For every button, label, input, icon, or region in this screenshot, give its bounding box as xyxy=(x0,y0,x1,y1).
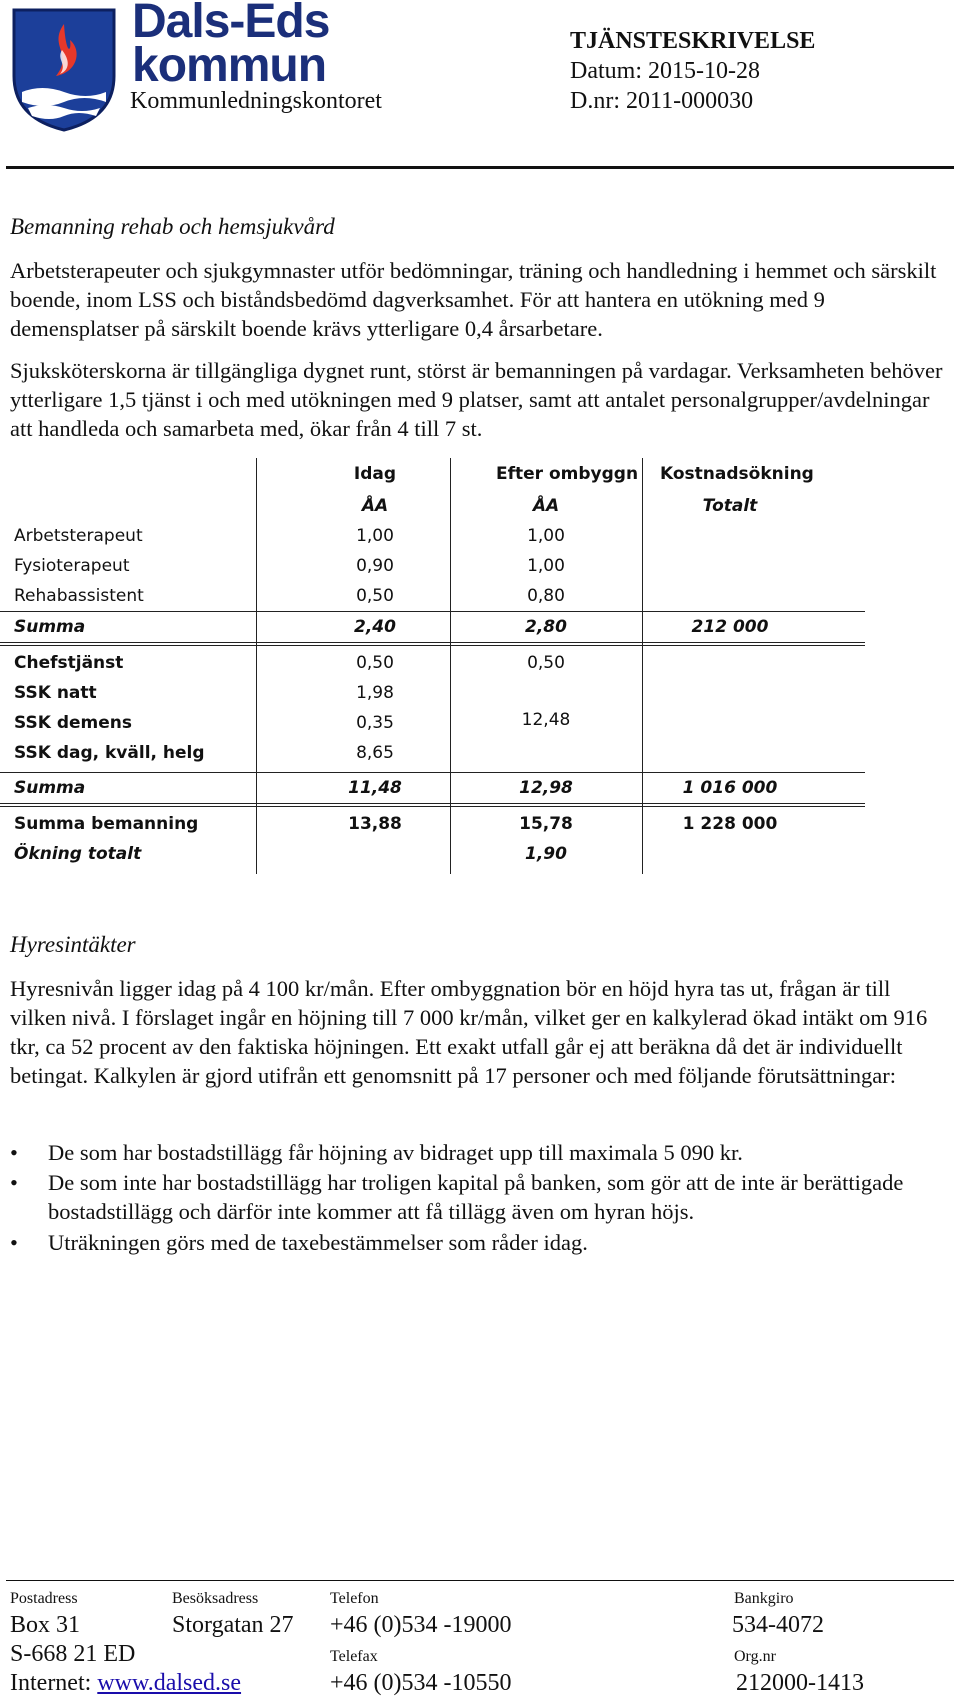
footer-label-bankgiro: Bankgiro xyxy=(734,1590,794,1607)
col-subheader-idag: ÅA xyxy=(361,496,389,516)
row-efter: 1,00 xyxy=(527,556,565,576)
footer-label-telefax: Telefax xyxy=(330,1648,378,1665)
table-vline-2 xyxy=(450,458,451,874)
row-label: Chefstjänst xyxy=(14,653,124,673)
row-efter: 0,50 xyxy=(527,653,565,673)
table-rule xyxy=(0,772,865,773)
row-label: SSK demens xyxy=(14,713,132,733)
sum-row-label: Summa xyxy=(14,778,86,798)
row-idag: 0,35 xyxy=(356,713,394,733)
document-type: TJÄNSTESKRIVELSE xyxy=(570,28,816,54)
row-label: Rehabassistent xyxy=(14,586,144,606)
row-label: SSK natt xyxy=(14,683,97,703)
header-divider xyxy=(6,166,954,169)
bullet-text: Uträkningen görs med de taxebestämmelser som råder idag. xyxy=(48,1230,588,1255)
footer-label-besoksadress: Besöksadress xyxy=(172,1590,259,1607)
footer-besoksadress: Storgatan 27 xyxy=(172,1612,294,1638)
sum-row-kostnad: 1 016 000 xyxy=(682,778,778,798)
row-idag: 8,65 xyxy=(356,743,394,763)
row-efter: 1,00 xyxy=(527,526,565,546)
table-vline-1 xyxy=(256,458,257,874)
footer-internet xyxy=(10,1670,241,1697)
paragraph-rent: Hyresnivån ligger idag på 4 100 kr/mån. Efter ombyggnation bör en höjd hyra tas ut, frågan är till vilken nivå. I förslaget ingår en höjning till 7 000 kr/mån, vilket ger en kalkylerad ökad intäkt om 916 tkr, ca 52 procent av den faktiska höjningen. Ett exakt utfall går ej att beräkna då det är individuellt betingat. Kalkylen är gjord utifrån ett genomsnitt på 17 personer och med följande förutsättningar: xyxy=(10,976,928,1088)
sum-row-kostnad: 212 000 xyxy=(691,617,769,637)
footer-label-orgnr: Org.nr xyxy=(734,1648,776,1665)
sum-row-label: Summa xyxy=(14,617,86,637)
col-header-idag: Idag xyxy=(353,464,397,484)
bullet-icon: • xyxy=(10,1230,18,1255)
table-double-rule xyxy=(0,803,865,807)
footer-divider xyxy=(6,1580,954,1581)
total-row-efter: 15,78 xyxy=(519,814,573,834)
footer-telefon: +46 (0)534 -19000 xyxy=(330,1612,512,1638)
row-idag: 1,00 xyxy=(356,526,394,546)
document-date: Datum: 2015-10-28 xyxy=(570,58,760,84)
bullet-icon: • xyxy=(10,1140,18,1165)
row-idag: 0,90 xyxy=(356,556,394,576)
section-heading-rent: Hyresintäkter xyxy=(10,932,136,957)
row-idag: 1,98 xyxy=(356,683,394,703)
footer-bankgiro: 534-4072 xyxy=(732,1612,824,1638)
row-label: Fysioterapeut xyxy=(14,556,130,576)
municipal-coat-of-arms-icon xyxy=(8,6,120,134)
footer-orgnr: 212000-1413 xyxy=(736,1670,864,1696)
logo-line-1: Dals-Eds xyxy=(132,0,330,48)
bullet-icon: • xyxy=(10,1170,18,1195)
footer-internet-label: Internet: xyxy=(10,1670,92,1696)
increase-row-label: Ökning totalt xyxy=(14,844,142,864)
paragraph-rehab: Arbetsterapeuter och sjukgymnaster utför bedömningar, träning och handledning i hemmet och särskilt boende, inom LSS och biståndsbedömd dagverksamhet. För att hantera en utökning med 9 demensplatser på särskilt boende krävs ytterligare 0,4 årsarbetare. xyxy=(10,258,937,341)
bullet-text: De som inte har bostadstillägg har troligen kapital på banken, som gör att de inte är berättigade bostadstillägg och därför inte kommer att få tillägg även om hyran höjs. xyxy=(48,1170,904,1224)
footer-postadress-2: S-668 21 ED xyxy=(10,1641,136,1667)
website-link[interactable]: www.dalsed.se xyxy=(97,1670,242,1696)
col-subheader-kostnad: Totalt xyxy=(702,496,758,516)
row-efter: 12,48 xyxy=(521,710,571,730)
row-label: SSK dag, kväll, helg xyxy=(14,743,205,763)
col-subheader-efter: ÅA xyxy=(532,496,560,516)
increase-row-efter: 1,90 xyxy=(525,844,567,864)
bullet-text: De som har bostadstillägg får höjning av bidraget upp till maximala 5 090 kr. xyxy=(48,1140,743,1165)
table-vline-3 xyxy=(642,458,643,874)
staffing-table xyxy=(0,458,960,878)
col-header-kostnad: Kostnadsökning xyxy=(660,464,814,484)
sum-row-efter: 2,80 xyxy=(525,617,567,637)
footer-label-postadress: Postadress xyxy=(10,1590,78,1607)
row-label: Arbetsterapeut xyxy=(14,526,143,546)
total-row-idag: 13,88 xyxy=(348,814,402,834)
total-row-kostnad: 1 228 000 xyxy=(682,814,778,834)
logo-line-2: kommun xyxy=(132,39,327,92)
sum-row-idag: 11,48 xyxy=(348,778,402,798)
row-idag: 0,50 xyxy=(356,653,394,673)
footer-postadress-1: Box 31 xyxy=(10,1612,81,1638)
row-efter: 0,80 xyxy=(527,586,565,606)
table-double-rule xyxy=(0,642,865,646)
footer-telefax: +46 (0)534 -10550 xyxy=(330,1670,512,1696)
sum-row-idag: 2,40 xyxy=(354,617,396,637)
col-header-efter: Efter ombyggn xyxy=(496,464,639,484)
row-idag: 0,50 xyxy=(356,586,394,606)
table-rule xyxy=(0,611,865,612)
footer-label-telefon: Telefon xyxy=(330,1590,379,1607)
paragraph-nurses: Sjuksköterskorna är tillgängliga dygnet runt, störst är bemanningen på vardagar. Verksamheten behöver ytterligare 1,5 tjänst i och med utökningen med 9 platser, samt att antalet personalgrupper/avdelningar att handleda och samarbeta med, ökar från 4 till 7 st. xyxy=(10,358,943,441)
department-name: Kommunledningskontoret xyxy=(130,88,382,114)
diary-number: D.nr: 2011-000030 xyxy=(570,88,754,114)
total-row-label: Summa bemanning xyxy=(14,814,199,834)
section-heading-staffing: Bemanning rehab och hemsjukvård xyxy=(10,214,335,239)
sum-row-efter: 12,98 xyxy=(519,778,573,798)
logo-wordmark xyxy=(132,0,330,92)
